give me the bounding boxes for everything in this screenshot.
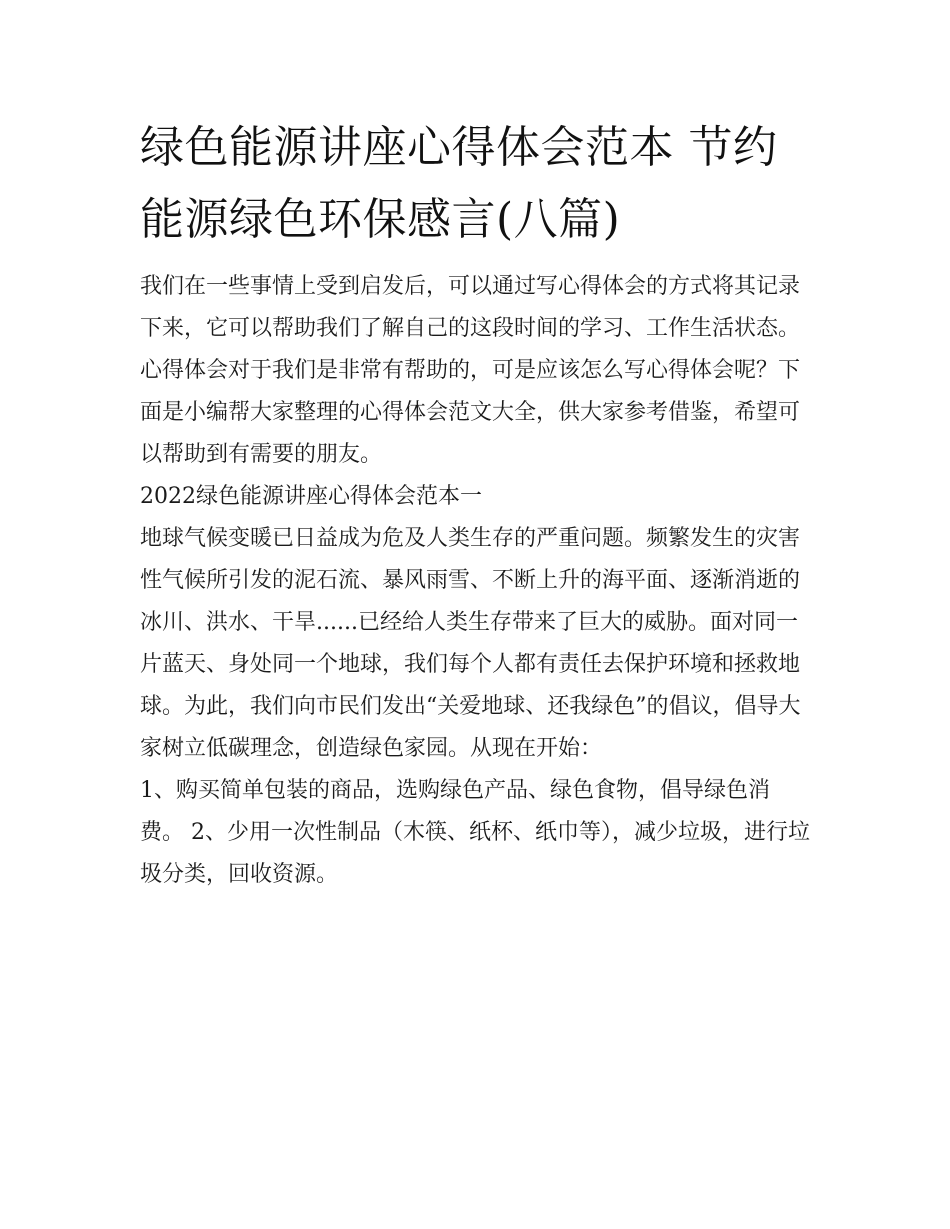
section-heading: 2022绿色能源讲座心得体会范本一 (140, 484, 482, 509)
body-paragraph-1: 地球气候变暖已日益成为危及人类生存的严重问题。频繁发生的灾害性气候所引发的泥石流、暴风雨雪、不断上升的海平面、逐渐消逝的冰川、洪水、干旱......已经给人类生存带来了巨大的威胁。面对同一片蓝天、身处同一个地球，我们每个人都有责任去保护环境和拯救地球。为此，我们向市民们发出“关爱地球、还我绿色”的倡议，倡导大家树立低碳理念，创造绿色家园。从现在开始： (140, 526, 801, 761)
document-title: 绿色能源讲座心得体会范本 节约能源绿色环保感言(八篇) (140, 122, 778, 245)
intro-paragraph: 我们在一些事情上受到启发后，可以通过写心得体会的方式将其记录下来，它可以帮助我们了解自己的这段时间的学习、工作生活状态。心得体会对于我们是非常有帮助的，可是应该怎么写心得体会呢？下面是小编帮大家整理的心得体会范文大全，供大家参考借鉴，希望可以帮助到有需要的朋友。 (140, 274, 801, 467)
document-body (140, 266, 812, 896)
body-paragraph-2: 1、购买简单包装的商品，选购绿色产品、绿色食物，倡导绿色消费。 2、少用一次性制品（木筷、纸杯、纸巾等），减少垃圾，进行垃圾分类，回收资源。 (140, 778, 810, 887)
document-content (140, 112, 812, 896)
